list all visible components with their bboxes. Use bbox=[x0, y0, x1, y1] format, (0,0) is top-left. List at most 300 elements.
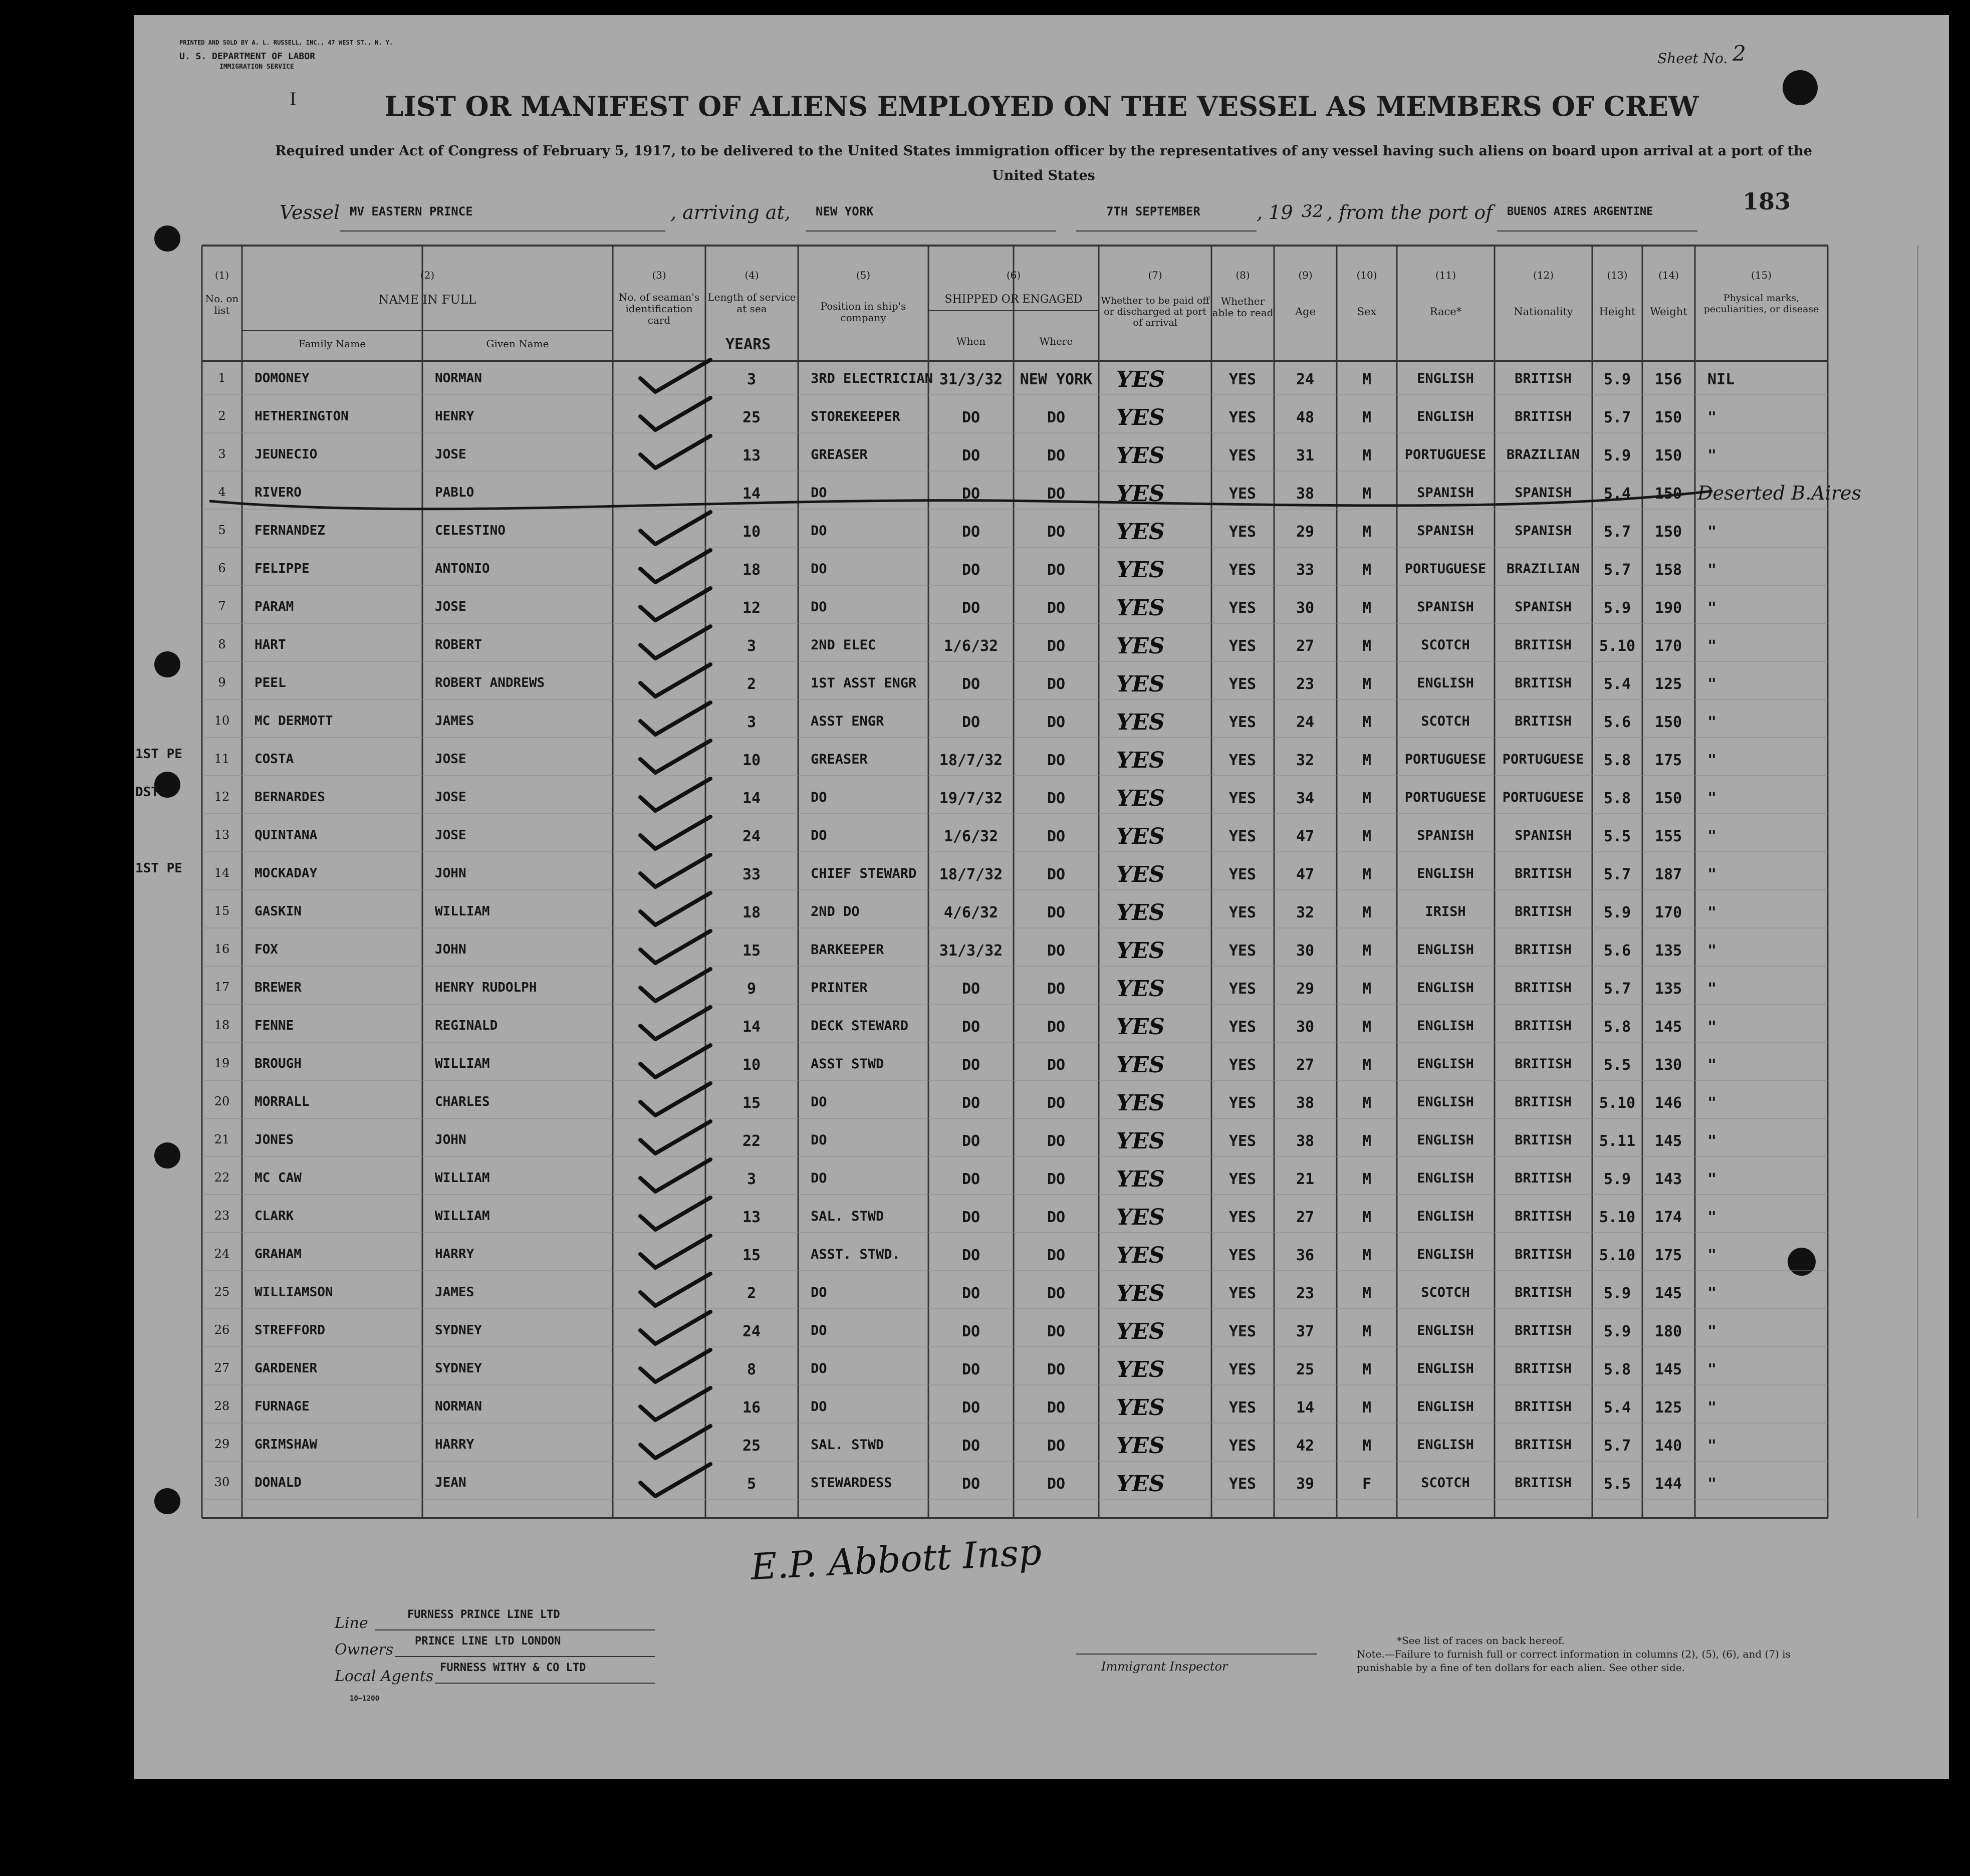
paid-off-handwritten: YES bbox=[1116, 1319, 1165, 1344]
year-prefix: , 19 bbox=[1257, 201, 1293, 223]
shipped-where: DO bbox=[1047, 1170, 1066, 1188]
shipped-where: DO bbox=[1047, 1018, 1066, 1036]
given-name: ROBERT bbox=[435, 637, 482, 652]
length-of-service: 3 bbox=[747, 714, 757, 731]
given-name: PABLO bbox=[435, 485, 474, 500]
position: DO bbox=[811, 523, 827, 539]
age: 32 bbox=[1296, 752, 1315, 769]
sex: M bbox=[1362, 1094, 1372, 1112]
header-paid-off: Whether to be paid off or discharged at port of arrival bbox=[1101, 295, 1209, 328]
paid-off-handwritten: YES bbox=[1116, 443, 1165, 468]
nationality: BRITISH bbox=[1515, 675, 1572, 691]
weight: 125 bbox=[1654, 675, 1682, 693]
able-to-read: YES bbox=[1228, 1437, 1257, 1455]
shipped-when: DO bbox=[961, 409, 980, 426]
paid-off-handwritten: YES bbox=[1116, 405, 1165, 430]
given-name: JAMES bbox=[435, 1285, 474, 1300]
shipped-where: DO bbox=[1047, 942, 1066, 960]
row-number: 3 bbox=[218, 447, 226, 461]
weight: 150 bbox=[1654, 714, 1682, 731]
sex: M bbox=[1362, 752, 1372, 769]
shipped-when: 1/6/32 bbox=[943, 637, 999, 655]
manifest-sheet bbox=[134, 15, 1949, 1779]
given-name: SYDNEY bbox=[435, 1361, 482, 1376]
length-of-service: 15 bbox=[742, 942, 761, 960]
shipped-when: DO bbox=[961, 485, 980, 503]
row-number: 2 bbox=[218, 409, 226, 423]
row-number: 30 bbox=[214, 1475, 230, 1489]
race: SPANISH bbox=[1417, 828, 1474, 843]
paid-off-handwritten: YES bbox=[1116, 1471, 1165, 1497]
given-name: WILLIAM bbox=[435, 1170, 490, 1186]
nationality: BRITISH bbox=[1515, 1094, 1572, 1110]
able-to-read: YES bbox=[1228, 980, 1257, 998]
shipped-where: DO bbox=[1047, 1323, 1066, 1340]
shipped-where: DO bbox=[1047, 1399, 1066, 1417]
weight: 145 bbox=[1654, 1285, 1682, 1302]
height: 5.9 bbox=[1603, 1285, 1631, 1302]
from-label: , from the port of bbox=[1327, 201, 1493, 223]
length-of-service: 10 bbox=[742, 1056, 761, 1074]
header-position: Position in ship's company bbox=[820, 300, 906, 324]
shipped-when: DO bbox=[961, 1170, 980, 1188]
physical-marks: " bbox=[1707, 561, 1717, 579]
service: IMMIGRATION SERVICE bbox=[219, 63, 294, 71]
given-name: JOHN bbox=[435, 1132, 466, 1147]
row-number: 25 bbox=[214, 1285, 230, 1299]
physical-marks: " bbox=[1707, 599, 1717, 617]
physical-marks: " bbox=[1707, 904, 1717, 921]
able-to-read: YES bbox=[1228, 1170, 1257, 1188]
paid-off-handwritten: YES bbox=[1116, 1243, 1165, 1268]
race: ENGLISH bbox=[1417, 1209, 1474, 1224]
able-to-read: YES bbox=[1228, 714, 1257, 731]
given-name: JOSE bbox=[435, 752, 466, 767]
sheet-number: 2 bbox=[1733, 41, 1746, 66]
race: ENGLISH bbox=[1417, 1170, 1474, 1186]
able-to-read: YES bbox=[1228, 523, 1257, 541]
age: 30 bbox=[1296, 942, 1315, 960]
row-number: 15 bbox=[214, 904, 230, 918]
year-suffix: 32 bbox=[1302, 201, 1324, 221]
paid-off-handwritten: YES bbox=[1116, 595, 1165, 621]
family-name: GRAHAM bbox=[255, 1247, 302, 1262]
position: 2ND ELEC bbox=[811, 637, 876, 653]
inspector-underline bbox=[1076, 1654, 1317, 1655]
shipped-where: DO bbox=[1047, 790, 1066, 807]
able-to-read: YES bbox=[1228, 637, 1257, 655]
column-number: (5) bbox=[856, 269, 871, 281]
column-number: (12) bbox=[1533, 269, 1554, 281]
able-to-read: YES bbox=[1228, 1399, 1257, 1417]
physical-marks: " bbox=[1707, 1399, 1717, 1417]
row-number: 16 bbox=[214, 942, 230, 956]
nationality: BRITISH bbox=[1515, 371, 1572, 386]
shipped-when: DO bbox=[961, 1056, 980, 1074]
row-number: 22 bbox=[214, 1170, 230, 1185]
race: SCOTCH bbox=[1421, 637, 1470, 653]
paid-off-handwritten: YES bbox=[1116, 786, 1165, 811]
sex: M bbox=[1362, 714, 1372, 731]
position: BARKEEPER bbox=[811, 942, 884, 958]
position: GREASER bbox=[811, 752, 868, 767]
agents-label: Local Agents bbox=[335, 1668, 434, 1685]
vessel-label: Vessel bbox=[280, 201, 340, 223]
sex: M bbox=[1362, 1399, 1372, 1417]
given-name: HARRY bbox=[435, 1437, 474, 1452]
sex: M bbox=[1362, 1285, 1372, 1302]
physical-marks: " bbox=[1707, 790, 1717, 807]
race: ENGLISH bbox=[1417, 1323, 1474, 1338]
column-number: (2) bbox=[420, 269, 435, 281]
line-value: FURNESS PRINCE LINE LTD bbox=[407, 1608, 560, 1621]
physical-marks: " bbox=[1707, 980, 1717, 998]
physical-marks: " bbox=[1707, 637, 1717, 655]
weight: 145 bbox=[1654, 1132, 1682, 1150]
physical-marks: " bbox=[1707, 1094, 1717, 1112]
weight: 170 bbox=[1654, 904, 1682, 921]
family-name: WILLIAMSON bbox=[255, 1285, 333, 1300]
family-name: MORRALL bbox=[255, 1094, 310, 1109]
shipped-when: DO bbox=[961, 675, 980, 693]
age: 32 bbox=[1296, 904, 1315, 921]
able-to-read: YES bbox=[1228, 1247, 1257, 1264]
able-to-read: YES bbox=[1228, 904, 1257, 921]
row-number: 23 bbox=[214, 1209, 230, 1223]
position: DO bbox=[811, 1361, 827, 1376]
physical-marks: " bbox=[1707, 942, 1717, 960]
owners-underline bbox=[395, 1656, 655, 1657]
physical-marks: " bbox=[1707, 1170, 1717, 1188]
sex: M bbox=[1362, 1247, 1372, 1264]
sex: M bbox=[1362, 485, 1372, 503]
race: ENGLISH bbox=[1417, 866, 1474, 881]
paid-off-handwritten: YES bbox=[1116, 1433, 1165, 1459]
given-name: JOHN bbox=[435, 866, 466, 881]
age: 30 bbox=[1296, 1018, 1315, 1036]
given-name: JAMES bbox=[435, 714, 474, 729]
years-stamp: YEARS bbox=[725, 336, 771, 353]
length-of-service: 5 bbox=[747, 1475, 757, 1493]
position: DO bbox=[811, 1323, 827, 1338]
nationality: BRITISH bbox=[1515, 904, 1572, 919]
shipped-where: DO bbox=[1047, 1285, 1066, 1302]
weight: 170 bbox=[1654, 637, 1682, 655]
nationality: PORTUGUESE bbox=[1502, 790, 1584, 805]
row-number: 11 bbox=[214, 752, 230, 766]
family-name: MC DERMOTT bbox=[255, 714, 333, 729]
shipped-where: DO bbox=[1047, 409, 1066, 426]
weight: 146 bbox=[1654, 1094, 1682, 1112]
position: DO bbox=[811, 828, 827, 843]
column-number: (7) bbox=[1148, 269, 1162, 281]
row-number: 10 bbox=[214, 714, 230, 728]
shipped-when: DO bbox=[961, 1361, 980, 1378]
age: 47 bbox=[1296, 828, 1315, 845]
weight: 150 bbox=[1654, 790, 1682, 807]
header-sex: Sex bbox=[1357, 306, 1377, 318]
row-number: 4 bbox=[218, 485, 226, 499]
weight: 125 bbox=[1654, 1399, 1682, 1417]
arrival-date: 7TH SEPTEMBER bbox=[1106, 204, 1200, 218]
shipped-when: 31/3/32 bbox=[939, 371, 1003, 388]
nationality: BRAZILIAN bbox=[1506, 561, 1580, 577]
position: STEWARDESS bbox=[811, 1475, 892, 1491]
length-of-service: 3 bbox=[747, 637, 757, 655]
length-of-service: 9 bbox=[747, 980, 757, 998]
height: 5.9 bbox=[1603, 447, 1631, 464]
row-number: 28 bbox=[214, 1399, 230, 1413]
paid-off-handwritten: YES bbox=[1116, 900, 1165, 925]
weight: 155 bbox=[1654, 828, 1682, 845]
race: ENGLISH bbox=[1417, 1094, 1474, 1110]
race: SCOTCH bbox=[1421, 714, 1470, 729]
row-number: 9 bbox=[218, 675, 226, 689]
weight: 150 bbox=[1654, 523, 1682, 541]
race: ENGLISH bbox=[1417, 942, 1474, 958]
header-physical-marks: Physical marks, peculiarities, or disease bbox=[1703, 293, 1819, 315]
header-shipped-engaged: SHIPPED OR ENGAGED bbox=[944, 293, 1083, 306]
family-name: QUINTANA bbox=[255, 828, 318, 843]
line-label: Line bbox=[335, 1614, 368, 1632]
age: 23 bbox=[1296, 1285, 1315, 1302]
shipped-where: DO bbox=[1047, 675, 1066, 693]
length-of-service: 15 bbox=[742, 1247, 761, 1264]
position: DO bbox=[811, 1132, 827, 1148]
nationality: BRITISH bbox=[1515, 714, 1572, 729]
given-name: SYDNEY bbox=[435, 1323, 482, 1338]
able-to-read: YES bbox=[1228, 1132, 1257, 1150]
position: PRINTER bbox=[811, 980, 868, 996]
shipped-when: 19/7/32 bbox=[939, 790, 1003, 807]
race: SCOTCH bbox=[1421, 1285, 1470, 1300]
length-of-service: 14 bbox=[742, 790, 761, 807]
margin-note: 1ST PE bbox=[135, 747, 182, 762]
sex: M bbox=[1362, 980, 1372, 998]
shipped-where: DO bbox=[1047, 1132, 1066, 1150]
sex: M bbox=[1362, 447, 1372, 464]
shipped-when: DO bbox=[961, 1437, 980, 1455]
sex: M bbox=[1362, 637, 1372, 655]
sex: M bbox=[1362, 904, 1372, 921]
nationality: SPANISH bbox=[1515, 828, 1572, 843]
family-name: RIVERO bbox=[255, 485, 302, 500]
paid-off-handwritten: YES bbox=[1116, 1357, 1165, 1382]
sex: M bbox=[1362, 371, 1372, 388]
column-number: (8) bbox=[1236, 269, 1250, 281]
sex: M bbox=[1362, 409, 1372, 426]
family-name: HART bbox=[255, 637, 286, 652]
race: ENGLISH bbox=[1417, 1399, 1474, 1415]
shipped-when: DO bbox=[961, 1018, 980, 1036]
given-name: JOSE bbox=[435, 828, 466, 843]
height: 5.4 bbox=[1603, 1399, 1631, 1417]
able-to-read: YES bbox=[1228, 599, 1257, 617]
page-subtitle: Required under Act of Congress of February 5, 1917, to be delivered to the United States immigration officer by the representatives of any vessel having such aliens on board upon arrival at a port of the United States bbox=[275, 143, 1812, 183]
physical-marks: " bbox=[1707, 1056, 1717, 1074]
paid-off-handwritten: YES bbox=[1116, 1090, 1165, 1116]
nationality: SPANISH bbox=[1515, 599, 1572, 615]
sex: M bbox=[1362, 1056, 1372, 1074]
shipped-where: DO bbox=[1047, 523, 1066, 541]
nationality: BRITISH bbox=[1515, 1285, 1572, 1300]
column-number: (14) bbox=[1658, 269, 1679, 281]
family-name: JONES bbox=[255, 1132, 294, 1147]
weight: 135 bbox=[1654, 980, 1682, 998]
family-name: STREFFORD bbox=[255, 1323, 325, 1338]
paid-off-handwritten: YES bbox=[1116, 481, 1165, 507]
height: 5.5 bbox=[1603, 1056, 1631, 1074]
column-number: (15) bbox=[1751, 269, 1772, 281]
height: 5.4 bbox=[1603, 485, 1631, 503]
shipped-when: DO bbox=[961, 447, 980, 464]
height: 5.8 bbox=[1603, 790, 1631, 807]
races-note: *See list of races on back hereof. bbox=[1397, 1634, 1565, 1647]
sex: M bbox=[1362, 1170, 1372, 1188]
height: 5.11 bbox=[1599, 1132, 1636, 1150]
nationality: BRITISH bbox=[1515, 942, 1572, 958]
given-name: REGINALD bbox=[435, 1018, 498, 1033]
age: 27 bbox=[1296, 1209, 1315, 1226]
physical-marks: " bbox=[1707, 866, 1717, 883]
physical-marks: " bbox=[1707, 523, 1717, 541]
given-name: CHARLES bbox=[435, 1094, 490, 1109]
family-name: DOMONEY bbox=[255, 371, 310, 386]
weight: 130 bbox=[1654, 1056, 1682, 1074]
weight: 156 bbox=[1654, 371, 1682, 388]
header-name-in-full: NAME IN FULL bbox=[378, 293, 476, 307]
length-of-service: 8 bbox=[747, 1361, 757, 1378]
race: PORTUGUESE bbox=[1404, 790, 1487, 805]
column-number: (3) bbox=[652, 269, 666, 281]
physical-marks: NIL bbox=[1707, 371, 1735, 388]
height: 5.7 bbox=[1603, 866, 1631, 883]
age: 27 bbox=[1296, 637, 1315, 655]
age: 23 bbox=[1296, 675, 1315, 693]
age: 25 bbox=[1296, 1361, 1315, 1378]
shipped-when: DO bbox=[961, 714, 980, 731]
able-to-read: YES bbox=[1228, 1094, 1257, 1112]
weight: 144 bbox=[1654, 1475, 1682, 1493]
length-of-service: 24 bbox=[742, 828, 761, 845]
race: SPANISH bbox=[1417, 599, 1474, 615]
age: 48 bbox=[1296, 409, 1315, 426]
age: 38 bbox=[1296, 1094, 1315, 1112]
paid-off-handwritten: YES bbox=[1116, 1205, 1165, 1230]
weight: 150 bbox=[1654, 447, 1682, 464]
header-nationality: Nationality bbox=[1514, 306, 1573, 318]
shipped-when: 4/6/32 bbox=[943, 904, 999, 921]
race: ENGLISH bbox=[1417, 1247, 1474, 1262]
height: 5.5 bbox=[1603, 1475, 1631, 1493]
given-name: HARRY bbox=[435, 1247, 474, 1262]
race: ENGLISH bbox=[1417, 1361, 1474, 1376]
height: 5.10 bbox=[1599, 1247, 1636, 1264]
physical-marks: " bbox=[1707, 714, 1717, 731]
inspector-label: Immigrant Inspector bbox=[1101, 1660, 1228, 1674]
given-name: JOSE bbox=[435, 447, 466, 462]
length-of-service: 16 bbox=[742, 1399, 761, 1417]
physical-marks: " bbox=[1707, 752, 1717, 769]
row-number: 24 bbox=[214, 1247, 230, 1261]
row-number: 20 bbox=[214, 1094, 230, 1108]
paid-off-handwritten: YES bbox=[1116, 1281, 1165, 1306]
header-race: Race* bbox=[1429, 306, 1462, 318]
length-of-service: 25 bbox=[742, 409, 761, 426]
position: DO bbox=[811, 1285, 827, 1300]
arriving-label: , arriving at, bbox=[670, 201, 791, 223]
header-weight: Weight bbox=[1650, 306, 1687, 318]
age: 37 bbox=[1296, 1323, 1315, 1340]
family-name: MOCKADAY bbox=[255, 866, 318, 881]
header-age: Age bbox=[1295, 306, 1316, 318]
race: ENGLISH bbox=[1417, 409, 1474, 424]
row-number: 29 bbox=[214, 1437, 230, 1451]
able-to-read: YES bbox=[1228, 1018, 1257, 1036]
header-where: Where bbox=[1039, 335, 1073, 347]
race: PORTUGUESE bbox=[1404, 447, 1487, 462]
shipped-when: DO bbox=[961, 1247, 980, 1264]
physical-marks: " bbox=[1707, 1285, 1717, 1302]
weight: 145 bbox=[1654, 1361, 1682, 1378]
able-to-read: YES bbox=[1228, 371, 1257, 388]
length-of-service: 18 bbox=[742, 561, 761, 579]
length-of-service: 13 bbox=[742, 1209, 761, 1226]
given-name: JEAN bbox=[435, 1475, 466, 1490]
shipped-where: DO bbox=[1047, 1247, 1066, 1264]
shipped-where: DO bbox=[1047, 828, 1066, 845]
weight: 143 bbox=[1654, 1170, 1682, 1188]
shipped-where: DO bbox=[1047, 1437, 1066, 1455]
height: 5.9 bbox=[1603, 371, 1631, 388]
shipped-when: DO bbox=[961, 1094, 980, 1112]
weight: 190 bbox=[1654, 599, 1682, 617]
nationality: SPANISH bbox=[1515, 523, 1572, 539]
able-to-read: YES bbox=[1228, 1209, 1257, 1226]
shipped-where: DO bbox=[1047, 1475, 1066, 1493]
column-number: (4) bbox=[745, 269, 759, 281]
sex: F bbox=[1362, 1475, 1372, 1493]
given-name: JOHN bbox=[435, 942, 466, 957]
sex: M bbox=[1362, 790, 1372, 807]
age: 38 bbox=[1296, 1132, 1315, 1150]
nationality: BRITISH bbox=[1515, 409, 1572, 424]
family-name: MC CAW bbox=[255, 1170, 302, 1186]
length-of-service: 3 bbox=[747, 1170, 757, 1188]
age: 42 bbox=[1296, 1437, 1315, 1455]
race: ENGLISH bbox=[1417, 371, 1474, 386]
paid-off-handwritten: YES bbox=[1116, 671, 1165, 697]
family-name: HETHERINGTON bbox=[255, 409, 349, 424]
weight: 150 bbox=[1654, 485, 1682, 503]
column-number: (9) bbox=[1298, 269, 1313, 281]
shipped-where: NEW YORK bbox=[1020, 371, 1093, 388]
row-number: 7 bbox=[218, 599, 226, 613]
position: CHIEF STEWARD bbox=[811, 866, 917, 881]
column-number: (11) bbox=[1435, 269, 1456, 281]
able-to-read: YES bbox=[1228, 447, 1257, 464]
header-given-name: Given Name bbox=[486, 338, 549, 350]
race: PORTUGUESE bbox=[1404, 752, 1487, 767]
row-number: 18 bbox=[214, 1018, 230, 1032]
line-underline bbox=[375, 1629, 655, 1630]
given-name: JOSE bbox=[435, 599, 466, 614]
age: 21 bbox=[1296, 1170, 1315, 1188]
position: DO bbox=[811, 1170, 827, 1186]
shipped-where: DO bbox=[1047, 904, 1066, 921]
column-number: (10) bbox=[1356, 269, 1377, 281]
paid-off-handwritten: YES bbox=[1116, 1128, 1165, 1154]
